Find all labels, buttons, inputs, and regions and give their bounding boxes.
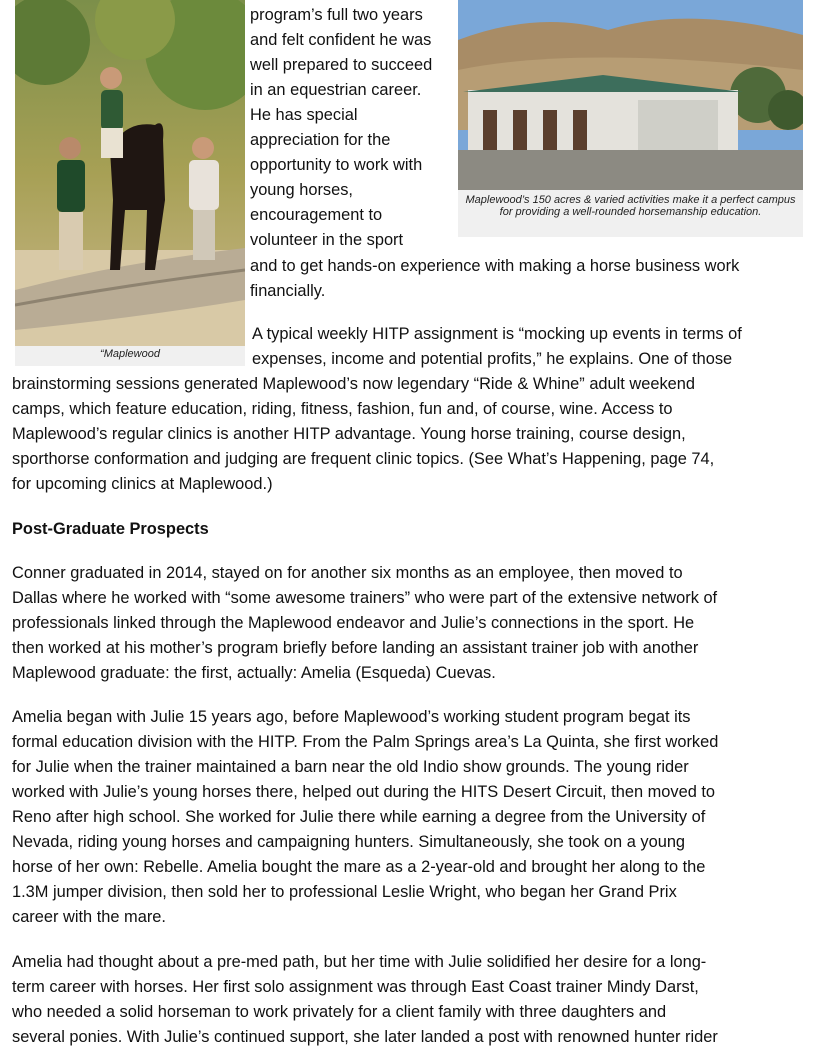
text-line: camps, which feature education, riding, fitness, fashion, fun and, of course, wine. Access to bbox=[12, 400, 673, 418]
text-line: young horses, bbox=[250, 181, 353, 199]
text-line: brainstorming sessions generated Maplewood’s now legendary “Ride & Whine” adult weekend bbox=[12, 375, 696, 393]
text-line: for upcoming clinics at Maplewood.) bbox=[12, 475, 273, 493]
text-line: Maplewood graduate: the first, actually: Amelia (Esqueda) Cuevas. bbox=[12, 664, 496, 682]
text-line: Maplewood’s regular clinics is another HITP advantage. Young horse training, course design, bbox=[12, 425, 686, 443]
text-line: A typical weekly HITP assignment is “mocking up events in terms of bbox=[252, 325, 742, 343]
text-line: volunteer in the sport bbox=[250, 231, 404, 249]
photo-maplewood-barn bbox=[458, 0, 803, 190]
text-line: horse of her own: Rebelle. Amelia bought the mare as a 2-year-old and brought her along to the bbox=[12, 858, 706, 876]
figure-right bbox=[458, 0, 803, 237]
text-line: financially. bbox=[250, 282, 326, 300]
text-line: formal education division with the HITP. From the Palm Springs area’s La Quinta, she first worked bbox=[12, 733, 719, 751]
text-line: expenses, income and potential profits,” he explains. One of those bbox=[252, 350, 733, 368]
text-line: then worked at his mother’s program briefly before landing an assistant trainer job with another bbox=[12, 639, 699, 657]
text-line: appreciation for the bbox=[250, 131, 391, 149]
figure-right-caption: Maplewood’s 150 acres & varied activities make it a perfect campus for providing a well-rounded horsemanship education. bbox=[465, 194, 796, 218]
text-line: well prepared to succeed bbox=[250, 56, 433, 74]
text-line: Dallas where he worked with “some awesome trainers” who were part of the extensive network of bbox=[12, 589, 718, 607]
text-line: several ponies. With Julie’s continued support, she later landed a post with renowned hunter rider bbox=[12, 1028, 718, 1046]
text-line: encouragement to bbox=[250, 206, 383, 224]
text-line: professionals linked through the Maplewood endeavor and Julie’s connections in the sport. He bbox=[12, 614, 695, 632]
text-line: and felt confident he was bbox=[250, 31, 432, 49]
section-heading: Post-Graduate Prospects bbox=[12, 520, 209, 538]
text-line: Amelia had thought about a pre-med path, but her time with Julie solidified her desire for a long- bbox=[12, 953, 707, 971]
text-line: He has special bbox=[250, 106, 358, 124]
photo-riders-with-horse bbox=[15, 0, 245, 346]
text-line: in an equestrian career. bbox=[250, 81, 422, 99]
text-line: sporthorse conformation and judging are frequent clinic topics. (See What’s Happening, page 74, bbox=[12, 450, 715, 468]
text-line: opportunity to work with bbox=[250, 156, 423, 174]
text-line: term career with horses. Her first solo assignment was through East Coast trainer Mindy Darst, bbox=[12, 978, 699, 996]
text-line: and to get hands-on experience with making a horse business work bbox=[250, 257, 740, 275]
figure-left-caption: “Maplewood bbox=[100, 348, 160, 360]
text-line: 1.3M jumper division, then sold her to professional Leslie Wright, who began her Grand Prix bbox=[12, 883, 677, 901]
text-line: Reno after high school. She worked for Julie there while earning a degree from the University of bbox=[12, 808, 706, 826]
text-line: who needed a solid horseman to work privately for a client family with three daughters and bbox=[12, 1003, 667, 1021]
figure-left bbox=[15, 0, 245, 366]
text-line: Amelia began with Julie 15 years ago, before Maplewood’s working student program begat its bbox=[12, 708, 691, 726]
text-line: Nevada, riding young horses and campaigning hunters. Simultaneously, she took on a young bbox=[12, 833, 686, 851]
text-line: worked with Julie’s young horses there, helped out during the HITS Desert Circuit, then moved to bbox=[12, 783, 716, 801]
text-line: for Julie when the trainer maintained a barn near the old Indio show grounds. The young rider bbox=[12, 758, 689, 776]
text-line: program’s full two years bbox=[250, 6, 423, 24]
text-line: Conner graduated in 2014, stayed on for another six months as an employee, then moved to bbox=[12, 564, 683, 582]
text-line: career with the mare. bbox=[12, 908, 166, 926]
